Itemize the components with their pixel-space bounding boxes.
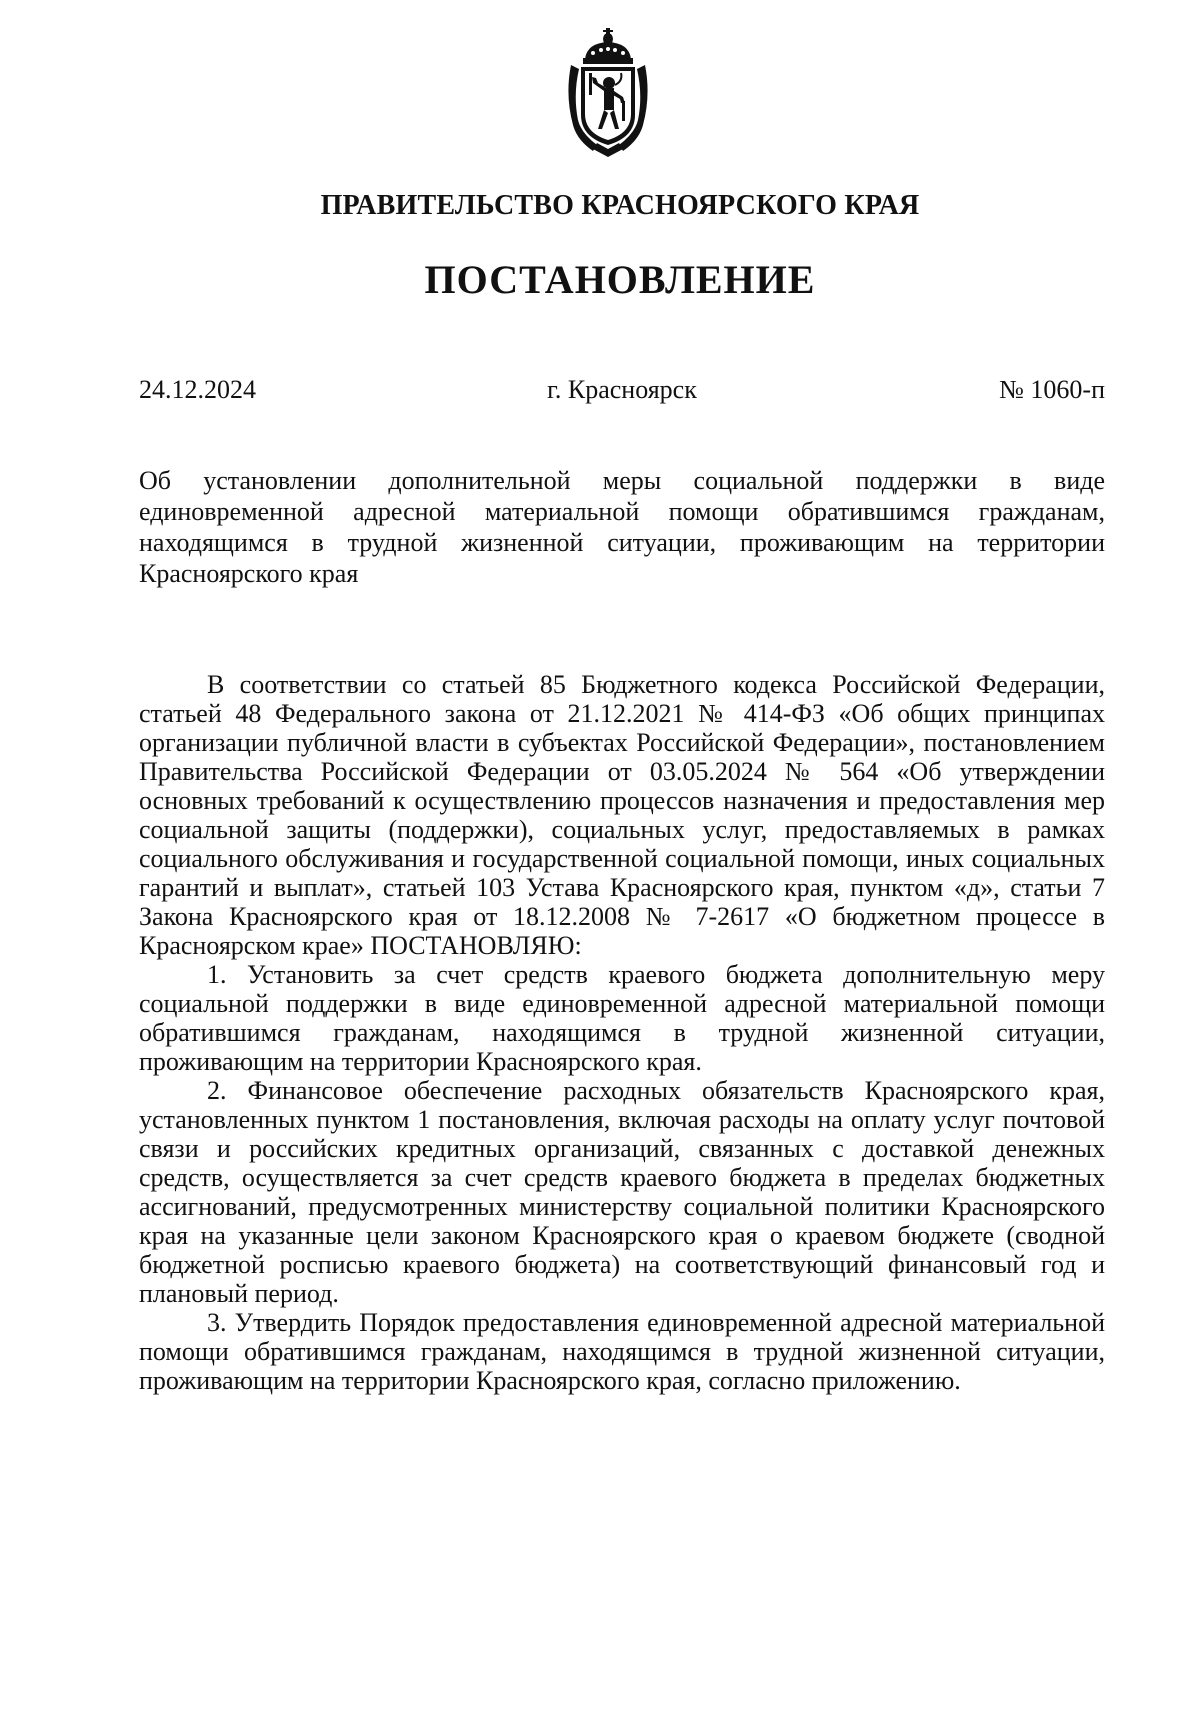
- document-subject-title: Об установлении дополнительной меры социальной поддержки в виде единовременной адресной материальной помощи обратившимся гражданам, находящимся в трудной жизненной ситуации, проживающим на территории Красноярского края: [139, 466, 1105, 588]
- government-name: ПРАВИТЕЛЬСТВО КРАСНОЯРСКОГО КРАЯ: [320, 190, 920, 221]
- document-number: № 1060-п: [999, 375, 1105, 404]
- paragraph-item-2: 2. Финансовое обеспечение расходных обязательств Красноярского края, установленных пунктом 1 постановления, включая расходы на оплату услуг почтовой связи и российских кредитных организаций, связанных с доставкой денежных средств, осуществляется за счет средств краевого бюджета в пределах бюджетных ассигнований, предусмотренных министерству социальной политики Красноярского края на указанные цели законом Красноярского края о краевом бюджете (сводной бюджетной росписью краевого бюджета) на соответствующий финансовый год и плановый период.: [139, 1076, 1105, 1308]
- document-type-title: ПОСТАНОВЛЕНИЕ: [424, 257, 816, 302]
- preamble-paragraph: В соответствии со статьей 85 Бюджетного кодекса Российской Федерации, статьей 48 Федерального закона от 21.12.2021 № 414-ФЗ «Об общих принципах организации публичной власти в субъектах Российской Федерации», постановлением Правительства Российской Федерации от 03.05.2024 № 564 «Об утверждении основных требований к осуществлению процессов назначения и предоставления мер социальной защиты (поддержки), социальных услуг, предоставляемых в рамках социального обслуживания и государственной социальной помощи, иных социальных гарантий и выплат», статьей 103 Устава Красноярского края, пунктом «д», статьи 7 Закона Красноярского края от 18.12.2008 № 7-2617 «О бюджетном процессе в Красноярском крае» ПОСТАНОВЛЯЮ:: [139, 670, 1105, 960]
- coat-of-arms-icon: [563, 25, 653, 159]
- document-city: г. Красноярск: [547, 375, 697, 404]
- paragraph-item-1: 1. Установить за счет средств краевого бюджета дополнительную меру социальной поддержки в виде единовременной адресной материальной помощи обратившимся гражданам, находящимся в трудной жизненной ситуации, проживающим на территории Красноярского края.: [139, 960, 1105, 1076]
- document-meta-row: [139, 375, 1105, 409]
- document-date: 24.12.2024: [139, 375, 256, 404]
- document-body: [139, 670, 1105, 1395]
- paragraph-item-3: 3. Утвердить Порядок предоставления единовременной адресной материальной помощи обратившимся гражданам, находящимся в трудной жизненной ситуации, проживающим на территории Красноярского края, согласно приложению.: [139, 1308, 1105, 1395]
